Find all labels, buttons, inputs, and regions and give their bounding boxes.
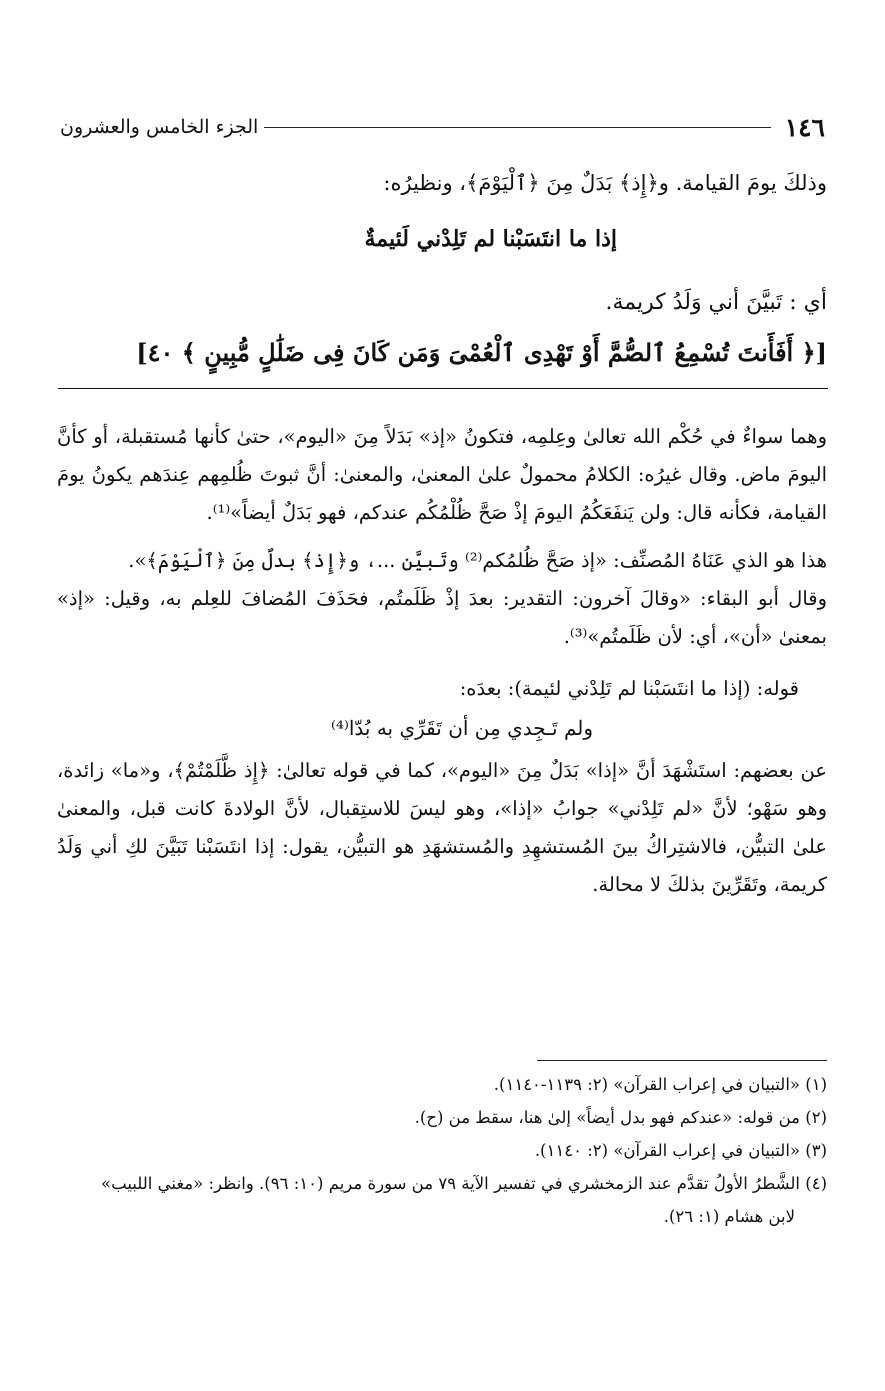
paragraph-1: وهما سواءٌ في حُكْم الله تعالىٰ وعِلمِه، فتكونُ «إذ» بَدَلاً مِنَ «اليوم»، حتىٰ كأنها مُستقبلة، أو كأنَّ اليومَ ماض. وقال غيرُه: الكلامُ محمولٌ علىٰ المعنىٰ، والمعنىٰ: أنَّ ثبوتَ ظُلمِهم عِندَهم يكونُ يومَ القيامة، فكأنه قال: ولن يَنفَعَكُمُ اليومَ إذْ صَحَّ ظُلْمُكُم عندكم، فهو بَدَلٌ أيضاً»⁽¹⁾. — [57, 425, 827, 524]
quran-verse-40: [﴿ أَفَأَنتَ تُسْمِعُ ٱلصُّمَّ أَوْ تَهْدِى ٱلْعُمْىَ وَمَن كَانَ فِى ضَلَٰلٍ مُّبِينٍ ﴾ ٤٠] — [136, 338, 827, 367]
running-title: الجزء الخامس والعشرون — [60, 116, 259, 138]
paragraph-4: قوله: (إذا ما انتَسَبْنا لم تَلِدْني لئيمة): بعدَه: — [459, 677, 799, 700]
page-header — [60, 110, 825, 144]
upper-line-1: وذلكَ يومَ القيامة. و﴿إِذ﴾ بَدَلٌ مِنَ ﴿ٱلْيَوْمَ﴾، ونظيرُه: — [383, 171, 827, 195]
section-divider — [58, 388, 828, 389]
upper-line-3: أي : تَبيَّنَ أني وَلَدُ كريمة. — [605, 290, 827, 315]
footnote-2: (٢) من قوله: «عندكم فهو بدل أيضاً» إلىٰ هنا، سقط من (ح). — [414, 1108, 827, 1127]
paragraph-2: هذا هو الذي عَنَاهُ المُصنِّف: «إذ صَحَّ ظُلمُكم⁽²⁾ وتَبيَّن ...، و﴿إِذ﴾ بدلٌ مِنَ ﴿ٱلْيَوْمَ﴾». — [128, 549, 827, 572]
footnote-rule — [537, 1060, 827, 1061]
header-rule — [264, 127, 770, 128]
footnote-1: (١) «التبيان في إعراب القرآن» (٢: ١١٣٩-١١٤٠). — [493, 1075, 827, 1094]
poetry-verse-2: ولم تَـجِدي مِن أن تَقَرِّي به بُدّا⁽⁴⁾ — [330, 716, 594, 740]
page-number: ١٤٦ — [784, 112, 825, 142]
footnote-4: (٤) الشَّطرُ الأولُ تقدَّم عند الزمخشري في تفسير الآية ٧٩ من سورة مريم (١٠: ٩٦). وانظر: «مغني اللبيب» — [101, 1174, 827, 1193]
commentary-body — [57, 418, 827, 904]
poetry-verse: إذا ما انتَسَبْنا لم تَلِدْني لَئيمةٌ — [364, 226, 617, 252]
paragraph-5: عن بعضهم: استَشْهَدَ أنَّ «إذا» بَدَلٌ مِنَ «اليوم»، كما في قوله تعالىٰ: ﴿إِذ ظَّلَمْتُمْ﴾، و«ما» زائدة، وهو سَهْو؛ لأنَّ «لم تَلِدْني» جوابُ «إذا»، وهو ليسَ للاستِقبال، لأنَّ الولادةَ كانت قبل، والمعنىٰ علىٰ التبيُّن، فالاشتِراكُ بينَ المُستشهِدِ والمُستشهَدِ هو التبيُّن، يقول: إذا انتَسَبْنا تَبَيَّنَ لكِ أني وَلَدُ كريمة، وتَقَرِّينَ بذلكَ لا محالة. — [57, 759, 827, 896]
footnote-3: (٣) «التبيان في إعراب القرآن» (٢: ١١٤٠). — [534, 1141, 827, 1160]
footnotes — [57, 1068, 827, 1233]
paragraph-3: وقال أبو البقاء: «وقالَ آخرون: التقدير: بعدَ إذْ ظَلَمتُم، فحَذَفَ المُضافَ للعِلم به، وقيل: «إذ» بمعنىٰ «أن»، أي: لأن ظَلَمتُم»⁽³⁾. — [57, 587, 827, 648]
footnote-4-continued: لابن هشام (١: ٢٦). — [663, 1207, 795, 1226]
